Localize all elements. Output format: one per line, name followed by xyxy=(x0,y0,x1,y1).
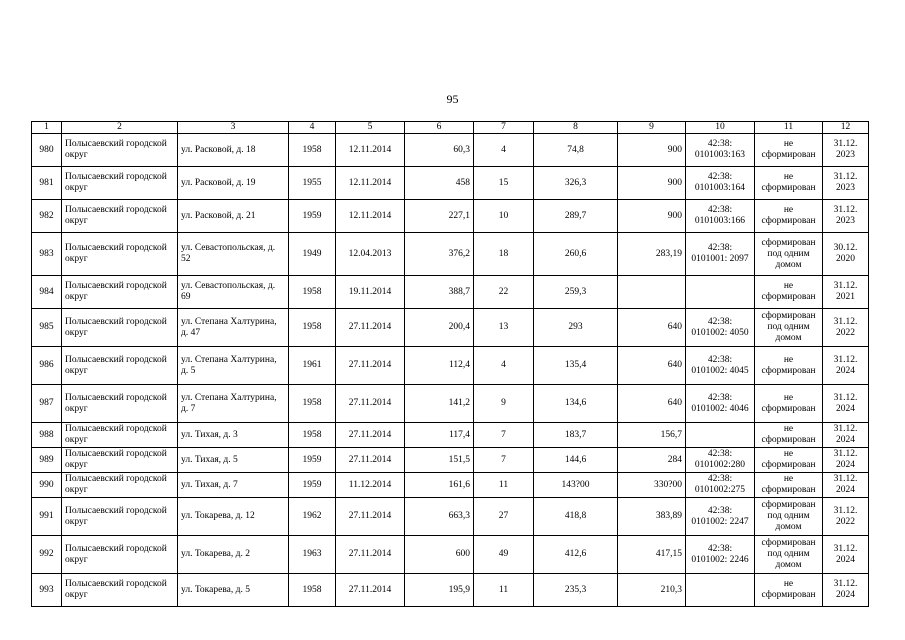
cadastral-number: 42:38: 0101002:280 xyxy=(686,448,755,473)
address: ул. Степана Халтурина, д. 7 xyxy=(178,385,289,423)
area-common: 134,6 xyxy=(534,385,618,423)
table-row xyxy=(32,200,869,233)
area-common: 144,6 xyxy=(534,448,618,473)
date: 27.11.2014 xyxy=(336,423,405,448)
year-built: 1958 xyxy=(289,574,336,607)
address: ул. Тихая, д. 5 xyxy=(178,448,289,473)
municipality: Полысаевский городской округ xyxy=(62,574,178,607)
table-row xyxy=(32,423,869,448)
land-area: 156,7 xyxy=(618,423,686,448)
column-number: 12 xyxy=(823,122,869,134)
column-number: 6 xyxy=(405,122,474,134)
year-built: 1959 xyxy=(289,448,336,473)
area-common: 143?00 xyxy=(534,473,618,498)
area-total: 388,7 xyxy=(405,276,474,309)
column-number: 3 xyxy=(178,122,289,134)
year-built: 1958 xyxy=(289,309,336,347)
residents: 4 xyxy=(474,347,534,385)
land-status: не сформирован xyxy=(755,347,823,385)
residents: 7 xyxy=(474,448,534,473)
municipality: Полысаевский городской округ xyxy=(62,423,178,448)
address: ул. Токарева, д. 12 xyxy=(178,498,289,536)
cadastral-number xyxy=(686,423,755,448)
land-status: не сформирован xyxy=(755,574,823,607)
land-status: не сформирован xyxy=(755,385,823,423)
address: ул. Расковой, д. 18 xyxy=(178,134,289,167)
residents: 10 xyxy=(474,200,534,233)
table-row xyxy=(32,233,869,276)
date: 12.11.2014 xyxy=(336,167,405,200)
area-common: 235,3 xyxy=(534,574,618,607)
deadline: 31.12. 2023 xyxy=(823,200,869,233)
row-number: 985 xyxy=(32,309,62,347)
cadastral-number xyxy=(686,574,755,607)
area-common: 135,4 xyxy=(534,347,618,385)
deadline: 31.12. 2022 xyxy=(823,309,869,347)
area-total: 227,1 xyxy=(405,200,474,233)
area-total: 141,2 xyxy=(405,385,474,423)
year-built: 1962 xyxy=(289,498,336,536)
area-common: 293 xyxy=(534,309,618,347)
date: 12.11.2014 xyxy=(336,134,405,167)
area-total: 112,4 xyxy=(405,347,474,385)
address: ул. Севастопольская, д. 52 xyxy=(178,233,289,276)
year-built: 1959 xyxy=(289,200,336,233)
municipality: Полысаевский городской округ xyxy=(62,536,178,574)
residents: 15 xyxy=(474,167,534,200)
cadastral-number: 42:38: 0101002: 2247 xyxy=(686,498,755,536)
deadline: 30.12. 2020 xyxy=(823,233,869,276)
area-total: 458 xyxy=(405,167,474,200)
address: ул. Расковой, д. 19 xyxy=(178,167,289,200)
date: 12.11.2014 xyxy=(336,200,405,233)
row-number: 991 xyxy=(32,498,62,536)
table-row xyxy=(32,498,869,536)
area-total: 600 xyxy=(405,536,474,574)
area-common: 412,6 xyxy=(534,536,618,574)
row-number: 988 xyxy=(32,423,62,448)
land-area: 640 xyxy=(618,385,686,423)
area-total: 161,6 xyxy=(405,473,474,498)
land-area xyxy=(618,276,686,309)
municipality: Полысаевский городской округ xyxy=(62,276,178,309)
municipality: Полысаевский городской округ xyxy=(62,347,178,385)
year-built: 1963 xyxy=(289,536,336,574)
area-common: 183,7 xyxy=(534,423,618,448)
table-body xyxy=(32,122,869,607)
land-area: 900 xyxy=(618,134,686,167)
year-built: 1958 xyxy=(289,134,336,167)
cadastral-number xyxy=(686,276,755,309)
column-number: 4 xyxy=(289,122,336,134)
row-number: 993 xyxy=(32,574,62,607)
column-number: 2 xyxy=(62,122,178,134)
land-status: не сформирован xyxy=(755,448,823,473)
cadastral-number: 42:38: 0101003:166 xyxy=(686,200,755,233)
land-area: 900 xyxy=(618,200,686,233)
deadline: 31.12. 2024 xyxy=(823,473,869,498)
address: ул. Степана Халтурина, д. 47 xyxy=(178,309,289,347)
cadastral-number: 42:38: 0101002: 2246 xyxy=(686,536,755,574)
row-number: 982 xyxy=(32,200,62,233)
land-area: 330?00 xyxy=(618,473,686,498)
area-common: 418,8 xyxy=(534,498,618,536)
table-row xyxy=(32,134,869,167)
address: ул. Тихая, д. 3 xyxy=(178,423,289,448)
table-row xyxy=(32,167,869,200)
area-total: 663,3 xyxy=(405,498,474,536)
residents: 13 xyxy=(474,309,534,347)
land-status: сформирован под одним домом xyxy=(755,233,823,276)
year-built: 1958 xyxy=(289,385,336,423)
area-total: 376,2 xyxy=(405,233,474,276)
cadastral-number: 42:38: 0101002: 4050 xyxy=(686,309,755,347)
municipality: Полысаевский городской округ xyxy=(62,385,178,423)
date: 27.11.2014 xyxy=(336,448,405,473)
date: 12.04.2013 xyxy=(336,233,405,276)
row-number: 992 xyxy=(32,536,62,574)
area-common: 259,3 xyxy=(534,276,618,309)
land-status: не сформирован xyxy=(755,276,823,309)
column-number: 11 xyxy=(755,122,823,134)
residents: 11 xyxy=(474,574,534,607)
column-number-row xyxy=(32,122,869,134)
land-status: не сформирован xyxy=(755,200,823,233)
row-number: 990 xyxy=(32,473,62,498)
residents: 7 xyxy=(474,423,534,448)
land-area: 640 xyxy=(618,347,686,385)
residents: 27 xyxy=(474,498,534,536)
date: 27.11.2014 xyxy=(336,536,405,574)
area-total: 200,4 xyxy=(405,309,474,347)
column-number: 1 xyxy=(32,122,62,134)
land-status: не сформирован xyxy=(755,134,823,167)
land-status: не сформирован xyxy=(755,423,823,448)
deadline: 31.12. 2024 xyxy=(823,574,869,607)
table-row xyxy=(32,473,869,498)
deadline: 31.12. 2024 xyxy=(823,423,869,448)
deadline: 31.12. 2024 xyxy=(823,385,869,423)
deadline: 31.12. 2023 xyxy=(823,134,869,167)
land-area: 210,3 xyxy=(618,574,686,607)
cadastral-number: 42:38: 0101003:163 xyxy=(686,134,755,167)
land-status: сформирован под одним домом xyxy=(755,536,823,574)
land-area: 417,15 xyxy=(618,536,686,574)
land-area: 284 xyxy=(618,448,686,473)
municipality: Полысаевский городской округ xyxy=(62,200,178,233)
year-built: 1958 xyxy=(289,276,336,309)
municipality: Полысаевский городской округ xyxy=(62,134,178,167)
address: ул. Тихая, д. 7 xyxy=(178,473,289,498)
cadastral-number: 42:38: 0101002: 4045 xyxy=(686,347,755,385)
housing-register-table xyxy=(31,121,869,607)
municipality: Полысаевский городской округ xyxy=(62,448,178,473)
column-number: 9 xyxy=(618,122,686,134)
residents: 11 xyxy=(474,473,534,498)
area-total: 60,3 xyxy=(405,134,474,167)
table-row xyxy=(32,574,869,607)
cadastral-number: 42:38: 0101001: 2097 xyxy=(686,233,755,276)
area-total: 195,9 xyxy=(405,574,474,607)
row-number: 987 xyxy=(32,385,62,423)
table-row xyxy=(32,276,869,309)
land-area: 283,19 xyxy=(618,233,686,276)
land-status: сформирован под одним домом xyxy=(755,498,823,536)
column-number: 10 xyxy=(686,122,755,134)
address: ул. Степана Халтурина, д. 5 xyxy=(178,347,289,385)
residents: 49 xyxy=(474,536,534,574)
land-area: 383,89 xyxy=(618,498,686,536)
cadastral-number: 42:38: 0101003:164 xyxy=(686,167,755,200)
row-number: 986 xyxy=(32,347,62,385)
row-number: 984 xyxy=(32,276,62,309)
date: 19.11.2014 xyxy=(336,276,405,309)
year-built: 1955 xyxy=(289,167,336,200)
row-number: 983 xyxy=(32,233,62,276)
cadastral-number: 42:38: 0101002:275 xyxy=(686,473,755,498)
deadline: 31.12. 2021 xyxy=(823,276,869,309)
address: ул. Расковой, д. 21 xyxy=(178,200,289,233)
address: ул. Севастопольская, д. 69 xyxy=(178,276,289,309)
date: 27.11.2014 xyxy=(336,309,405,347)
table-row xyxy=(32,347,869,385)
deadline: 31.12. 2024 xyxy=(823,536,869,574)
address: ул. Токарева, д. 5 xyxy=(178,574,289,607)
municipality: Полысаевский городской округ xyxy=(62,473,178,498)
table-row xyxy=(32,448,869,473)
table-row xyxy=(32,385,869,423)
land-area: 640 xyxy=(618,309,686,347)
residents: 9 xyxy=(474,385,534,423)
table-row xyxy=(32,309,869,347)
page-number: 95 xyxy=(446,92,459,106)
date: 27.11.2014 xyxy=(336,574,405,607)
year-built: 1949 xyxy=(289,233,336,276)
area-common: 289,7 xyxy=(534,200,618,233)
row-number: 980 xyxy=(32,134,62,167)
year-built: 1958 xyxy=(289,423,336,448)
deadline: 31.12. 2024 xyxy=(823,347,869,385)
area-common: 74,8 xyxy=(534,134,618,167)
row-number: 989 xyxy=(32,448,62,473)
date: 27.11.2014 xyxy=(336,347,405,385)
municipality: Полысаевский городской округ xyxy=(62,498,178,536)
land-status: не сформирован xyxy=(755,473,823,498)
year-built: 1959 xyxy=(289,473,336,498)
residents: 18 xyxy=(474,233,534,276)
column-number: 7 xyxy=(474,122,534,134)
deadline: 31.12. 2024 xyxy=(823,448,869,473)
area-common: 260,6 xyxy=(534,233,618,276)
residents: 4 xyxy=(474,134,534,167)
column-number: 5 xyxy=(336,122,405,134)
area-common: 326,3 xyxy=(534,167,618,200)
date: 27.11.2014 xyxy=(336,385,405,423)
land-status: сформирован под одним домом xyxy=(755,309,823,347)
municipality: Полысаевский городской округ xyxy=(62,309,178,347)
date: 11.12.2014 xyxy=(336,473,405,498)
column-number: 8 xyxy=(534,122,618,134)
area-total: 117,4 xyxy=(405,423,474,448)
address: ул. Токарева, д. 2 xyxy=(178,536,289,574)
deadline: 31.12. 2022 xyxy=(823,498,869,536)
land-area: 900 xyxy=(618,167,686,200)
cadastral-number: 42:38: 0101002: 4046 xyxy=(686,385,755,423)
municipality: Полысаевский городской округ xyxy=(62,233,178,276)
table-row xyxy=(32,536,869,574)
municipality: Полысаевский городской округ xyxy=(62,167,178,200)
deadline: 31.12. 2023 xyxy=(823,167,869,200)
row-number: 981 xyxy=(32,167,62,200)
residents: 22 xyxy=(474,276,534,309)
area-total: 151,5 xyxy=(405,448,474,473)
land-status: не сформирован xyxy=(755,167,823,200)
year-built: 1961 xyxy=(289,347,336,385)
date: 27.11.2014 xyxy=(336,498,405,536)
